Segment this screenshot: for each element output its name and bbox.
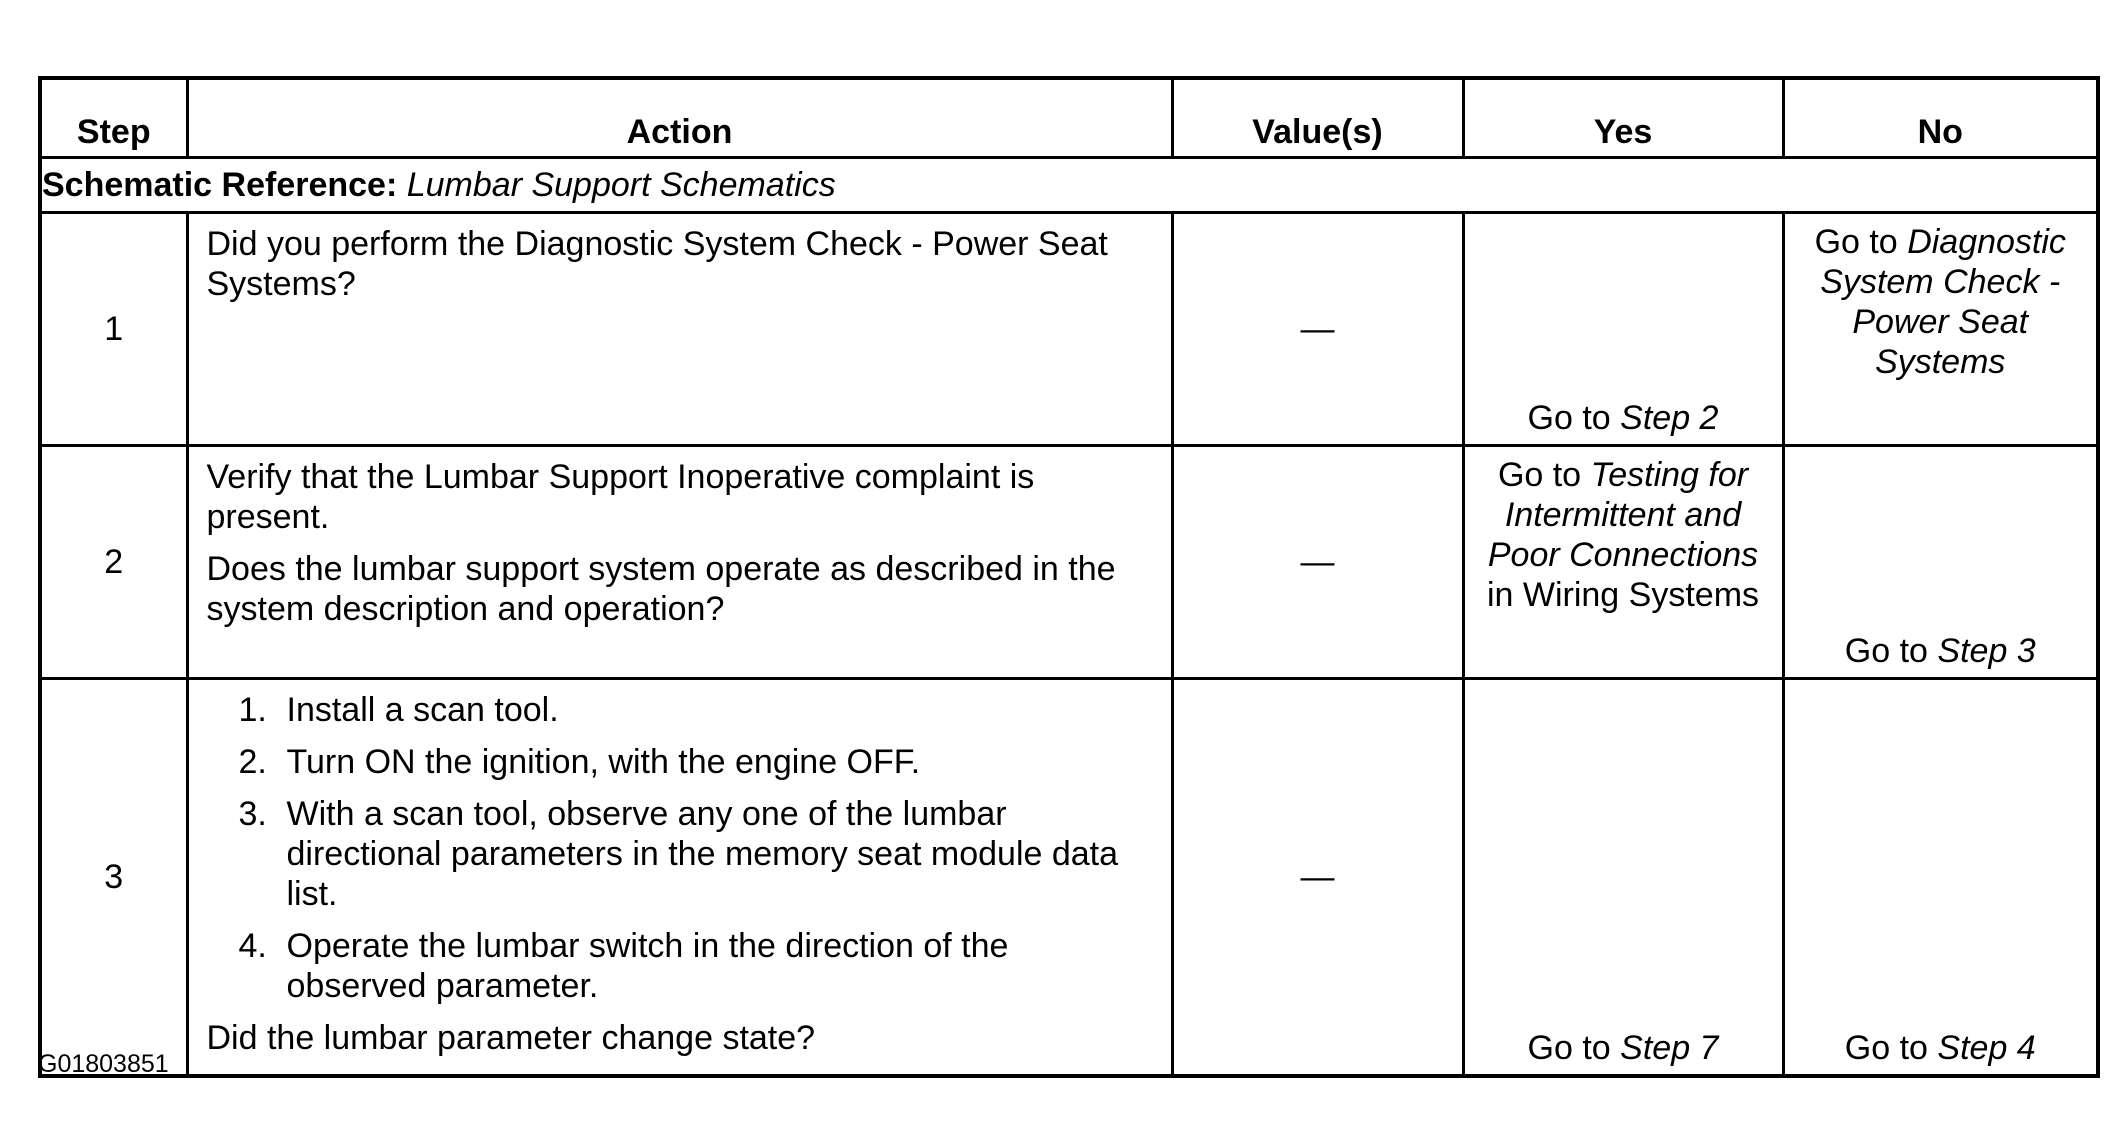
header-row	[40, 78, 2098, 158]
action-text: Did you perform the Diagnostic System Check - Power Seat Systems?	[187, 213, 1172, 446]
table-row	[40, 679, 2098, 1077]
list-item-number: 2.	[238, 743, 267, 781]
value-cell: —	[1172, 446, 1463, 679]
action-text	[187, 446, 1172, 679]
list-item	[207, 926, 1151, 1006]
header-step: Step	[40, 78, 187, 158]
no-link[interactable]: Diagnostic System Check - Power Seat Systems	[1820, 223, 2066, 381]
action-steps-list	[207, 690, 1151, 1006]
no-cell	[1783, 213, 2098, 446]
list-item-text: Turn ON the ignition, with the engine OFF.	[286, 743, 921, 781]
list-item	[207, 742, 1151, 782]
yes-suffix: in Wiring Systems	[1486, 576, 1760, 614]
diagnostic-sheet	[38, 76, 2096, 1078]
list-item	[207, 690, 1151, 730]
yes-link[interactable]: Step 7	[1620, 1029, 1719, 1067]
schematic-reference-label: Schematic Reference:	[42, 166, 398, 204]
no-link[interactable]: Step 3	[1937, 632, 2036, 670]
yes-prefix: Go to	[1527, 1029, 1611, 1067]
no-prefix: Go to	[1844, 632, 1928, 670]
no-prefix: Go to	[1814, 223, 1898, 261]
yes-prefix: Go to	[1497, 456, 1582, 494]
schematic-reference-link[interactable]: Lumbar Support Schematics	[406, 166, 836, 204]
value-cell: —	[1172, 679, 1463, 1077]
list-item-text: Operate the lumbar switch in the direction of the observed parameter.	[286, 927, 1009, 1005]
list-item-number: 1.	[238, 691, 267, 729]
step-number: 3	[40, 679, 187, 1077]
step-number: 2	[40, 446, 187, 679]
schematic-reference-row	[40, 158, 2098, 213]
action-question: Does the lumbar support system operate as described in the system description and operation?	[206, 550, 1116, 628]
table-row	[40, 446, 2098, 679]
list-item	[207, 794, 1151, 914]
header-yes: Yes	[1463, 78, 1783, 158]
table-row	[40, 213, 2098, 446]
no-prefix: Go to	[1844, 1029, 1928, 1067]
figure-id: G01803851	[38, 1050, 169, 1078]
list-item-number: 3.	[238, 795, 267, 833]
step-number: 1	[40, 213, 187, 446]
header-action: Action	[187, 78, 1172, 158]
action-text	[187, 679, 1172, 1077]
action-paragraph: Verify that the Lumbar Support Inoperative complaint is present.	[206, 458, 1035, 536]
yes-link[interactable]: Step 2	[1620, 399, 1719, 437]
yes-cell	[1463, 679, 1783, 1077]
yes-cell	[1463, 213, 1783, 446]
header-no: No	[1783, 78, 2098, 158]
no-cell	[1783, 679, 2098, 1077]
no-cell	[1783, 446, 2098, 679]
yes-cell	[1463, 446, 1783, 679]
list-item-number: 4.	[238, 927, 267, 965]
value-cell: —	[1172, 213, 1463, 446]
list-item-text: With a scan tool, observe any one of the lumbar directional parameters in the memory seat module data list.	[286, 795, 1119, 913]
yes-prefix: Go to	[1527, 399, 1611, 437]
list-item-text: Install a scan tool.	[286, 691, 559, 729]
no-link[interactable]: Step 4	[1937, 1029, 2036, 1067]
yes-link[interactable]: Testing for Intermittent and Poor Connections	[1487, 456, 1759, 574]
action-question: Did the lumbar parameter change state?	[206, 1019, 816, 1057]
diagnostic-table	[38, 76, 2100, 1078]
header-values: Value(s)	[1172, 78, 1463, 158]
schematic-reference	[40, 158, 2098, 213]
